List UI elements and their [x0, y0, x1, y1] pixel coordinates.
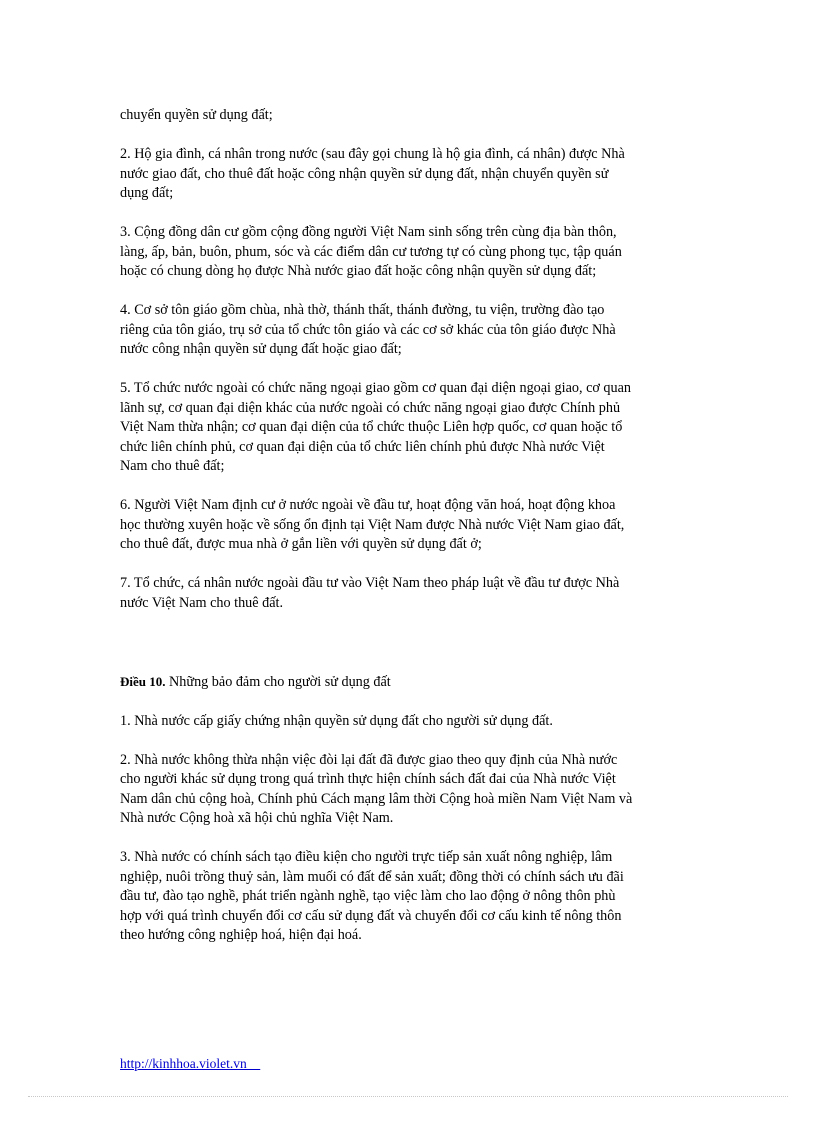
text-line: nước Việt Nam cho thuê đất. — [120, 594, 284, 611]
text-line: riêng của tôn giáo, trụ sở của tổ chức tôn giáo và các cơ sở khác của tôn giáo được Nhà — [120, 321, 616, 338]
clause-paragraph — [120, 496, 705, 555]
clause-paragraph — [120, 145, 705, 204]
article-heading — [120, 672, 705, 693]
text-line: đầu tư, đào tạo nghề, phát triển ngành nghề, tạo việc làm cho lao động ở nông thôn phù — [120, 888, 616, 904]
footer-website-link[interactable]: http://kinhhoa.violet.vn — [120, 1056, 261, 1071]
text-line: 2. Nhà nước không thừa nhận việc đòi lại đất đã được giao theo quy định của Nhà nước — [120, 751, 618, 768]
text-line: 1. Nhà nước cấp giấy chứng nhận quyền sử dụng đất cho người sử dụng đất. — [120, 712, 553, 729]
text-line: nước công nhận quyền sử dụng đất hoặc giao đất; — [120, 341, 402, 357]
text-line: 6. Người Việt Nam định cư ở nước ngoài về đầu tư, hoạt động văn hoá, hoạt động khoa — [120, 497, 616, 513]
article-10-section — [120, 712, 705, 946]
text-line: Việt Nam thừa nhận; cơ quan đại diện của tổ chức thuộc Liên hợp quốc, cơ quan hoặc tổ — [120, 419, 623, 435]
document-body — [120, 106, 705, 965]
text-line: Nhà nước Cộng hoà xã hội chủ nghĩa Việt Nam. — [120, 810, 394, 826]
text-line: 2. Hộ gia đình, cá nhân trong nước (sau đây gọi chung là hộ gia đình, cá nhân) được Nhà — [120, 146, 625, 162]
text-line: cho thuê đất, được mua nhà ở gắn liền với quyền sử dụng đất ở; — [120, 536, 482, 552]
text-line: Nam dân chủ cộng hoà, Chính phủ Cách mạng lâm thời Cộng hoà miền Nam Việt Nam và — [120, 790, 633, 807]
text-line: nước giao đất, cho thuê đất hoặc công nhận quyền sử dụng đất, nhận chuyển quyền sử — [120, 165, 609, 182]
article-title: Những bảo đảm cho người sử dụng đất — [165, 673, 391, 690]
text-line: chuyển quyền sử dụng đất; — [120, 107, 273, 123]
text-line: làng, ấp, bản, buôn, phum, sóc và các điểm dân cư tương tự có cùng phong tục, tập quán — [120, 243, 622, 260]
article-10-paragraph — [120, 848, 705, 946]
text-line: dụng đất; — [120, 185, 174, 201]
text-line: hợp với quá trình chuyển đổi cơ cấu sử dụng đất và chuyển đổi cơ cấu kinh tế nông thôn — [120, 907, 622, 924]
clause-paragraph — [120, 301, 705, 360]
text-line: 7. Tổ chức, cá nhân nước ngoài đầu tư vào Việt Nam theo pháp luật về đầu tư được Nhà — [120, 575, 620, 591]
text-line: chức liên chính phủ, cơ quan đại diện của tổ chức liên chính phủ được Nhà nước Việt — [120, 438, 605, 455]
page-bottom-divider — [28, 1096, 788, 1097]
text-line: 4. Cơ sở tôn giáo gồm chùa, nhà thờ, thánh thất, thánh đường, tu viện, trường đào tạo — [120, 302, 605, 318]
clause-paragraph — [120, 574, 705, 613]
section-spacer — [120, 633, 705, 672]
text-line: hoặc có chung dòng họ được Nhà nước giao đất hoặc công nhận quyền sử dụng đất; — [120, 263, 597, 279]
text-line: theo hướng công nghiệp hoá, hiện đại hoá. — [120, 927, 362, 943]
text-line: cho người khác sử dụng trong quá trình thực hiện chính sách đất đai của Nhà nước Việt — [120, 771, 616, 787]
text-line: nghiệp, nuôi trồng thuỷ sản, làm muối có đất để sản xuất; đồng thời có chính sách ưu đãi — [120, 868, 624, 885]
clause-paragraph — [120, 379, 705, 477]
clause-paragraph — [120, 106, 705, 126]
article-10-paragraph — [120, 751, 705, 829]
text-line: lãnh sự, cơ quan đại diện khác của nước ngoài có chức năng ngoại giao được Chính phủ — [120, 399, 621, 416]
text-line: 3. Cộng đồng dân cư gồm cộng đồng người Việt Nam sinh sống trên cùng địa bàn thôn, — [120, 224, 617, 240]
article-number: Điều 10. — [120, 673, 166, 689]
text-line: 3. Nhà nước có chính sách tạo điều kiện cho người trực tiếp sản xuất nông nghiệp, lâm — [120, 849, 613, 865]
clause-paragraph — [120, 223, 705, 282]
text-line: Nam cho thuê đất; — [120, 458, 225, 474]
text-line: 5. Tổ chức nước ngoài có chức năng ngoại giao gồm cơ quan đại diện ngoại giao, cơ quan — [120, 380, 631, 396]
text-line: học thường xuyên hoặc về sống ổn định tại Việt Nam được Nhà nước Việt Nam giao đất, — [120, 516, 625, 533]
clauses-section — [120, 106, 705, 613]
article-10-paragraph — [120, 712, 705, 732]
